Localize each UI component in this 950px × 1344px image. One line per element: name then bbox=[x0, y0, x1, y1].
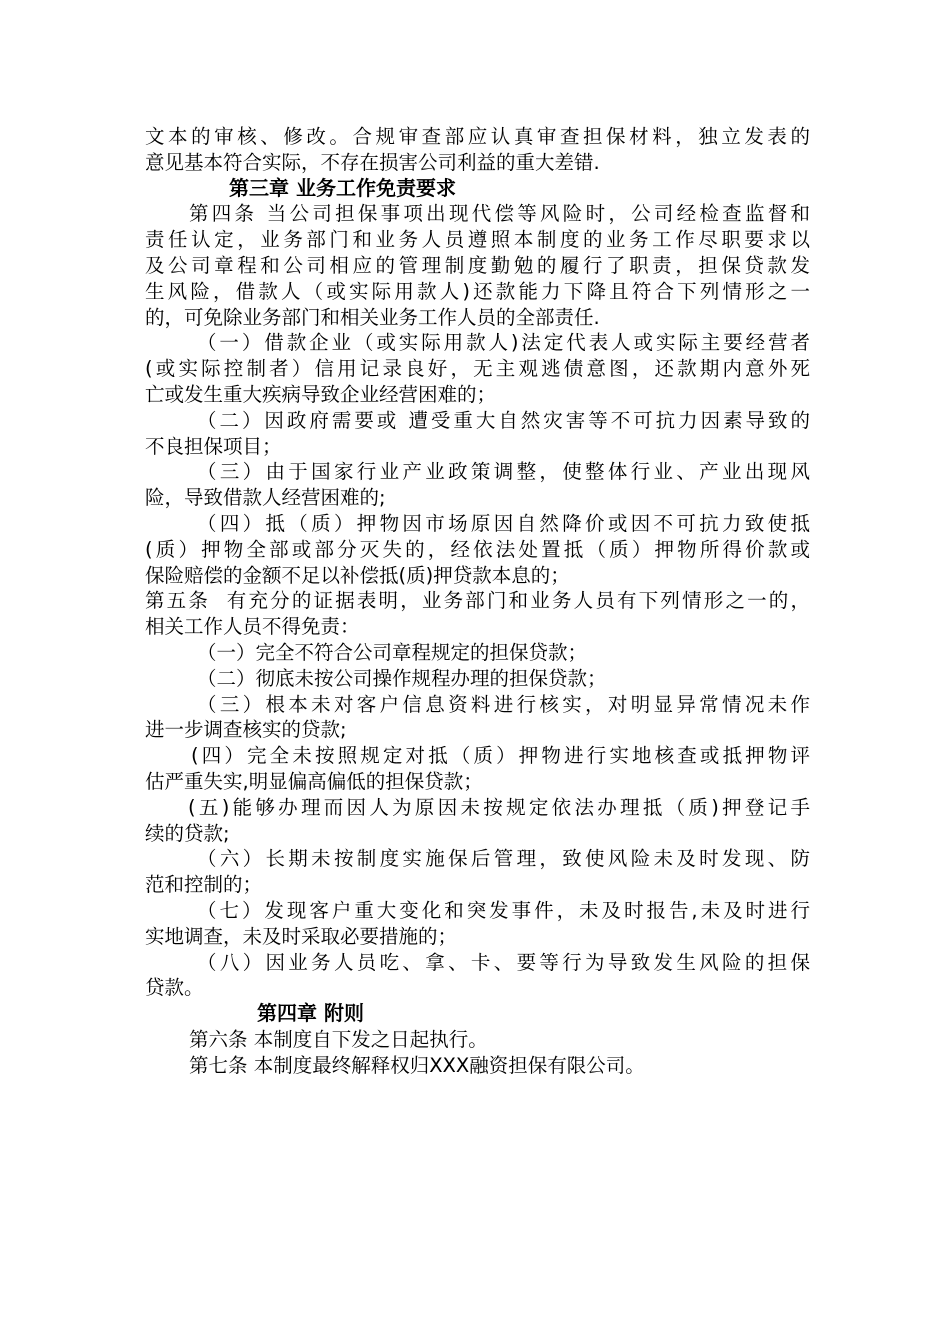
body-line: 相关工作人员不得免责： bbox=[145, 615, 360, 639]
list-item-line: (五)能够办理而因人为原因未按规定依法办理抵（质)押登记手 bbox=[188, 795, 810, 819]
list-item-line: （六）长期未按制度实施保后管理，致使风险未及时发现、防 bbox=[197, 847, 810, 871]
body-line: 的，可免除业务部门和相关业务工作人员的全部责任. bbox=[145, 305, 600, 329]
article-6-line: 第六条 本制度自下发之日起执行。 bbox=[189, 1027, 488, 1051]
list-item-line: （七）发现客户重大变化和突发事件，未及时报告,未及时进行 bbox=[197, 898, 810, 922]
body-line: 险，导致借款人经营困难的; bbox=[145, 486, 386, 510]
list-item-line: （一）借款企业（或实际用款人)法定代表人或实际主要经营者 bbox=[197, 331, 810, 355]
list-item-line: （二）因政府需要或 遭受重大自然灾害等不可抗力因素导致的 bbox=[197, 408, 810, 432]
body-line: 贷款。 bbox=[145, 976, 204, 1000]
body-line: 文本的审核、修改。合规审查部应认真审查担保材料，独立发表的 bbox=[145, 125, 810, 148]
body-line: 生风险，借款人（或实际用款人)还款能力下降且符合下列情形之一 bbox=[145, 279, 810, 303]
body-line: 续的贷款; bbox=[145, 821, 230, 845]
list-item-line: （二）彻底未按公司操作规程办理的担保贷款； bbox=[197, 666, 607, 690]
article-7-line: 第七条 本制度最终解释权归XXX融资担保有限公司。 bbox=[189, 1053, 645, 1077]
body-line: 实地调查，未及时采取必要措施的； bbox=[145, 924, 458, 948]
body-line: 范和控制的； bbox=[145, 873, 263, 897]
body-line: 进一步调查核实的贷款; bbox=[145, 718, 347, 742]
body-line: (质）押物全部或部分灭失的，经依法处置抵（质）押物所得价款或 bbox=[145, 537, 810, 561]
list-item-line: （三）根本未对客户信息资料进行核实，对明显异常情况未作 bbox=[197, 692, 810, 716]
body-line: 及公司章程和公司相应的管理制度勤勉的履行了职责，担保贷款发 bbox=[145, 253, 810, 277]
body-line: 意见基本符合实际，不存在损害公司利益的重大差错. bbox=[145, 150, 600, 174]
body-line: 估严重失实,明显偏高偏低的担保贷款； bbox=[145, 769, 483, 793]
chapter-4-heading: 第四章 附则 bbox=[257, 1001, 364, 1026]
body-line: 保险赔偿的金额不足以补偿抵(质)押贷款本息的； bbox=[145, 563, 570, 587]
body-line: 责任认定，业务部门和业务人员遵照本制度的业务工作尽职要求以 bbox=[145, 228, 810, 252]
body-line: 亡或发生重大疾病导致企业经营困难的； bbox=[145, 382, 497, 406]
chapter-3-heading: 第三章 业务工作免责要求 bbox=[229, 175, 456, 200]
article-5-line: 第五条 有充分的证据表明，业务部门和业务人员有下列情形之一的， bbox=[145, 589, 810, 613]
list-item-line: （八）因业务人员吃、拿、卡、要等行为导致发生风险的担保 bbox=[197, 950, 810, 974]
list-item-line: （三）由于国家行业产业政策调整，使整体行业、产业出现风 bbox=[197, 460, 810, 484]
list-item-line: （四）抵（质）押物因市场原因自然降价或因不可抗力致使抵 bbox=[197, 511, 810, 535]
body-line: (或实际控制者）信用记录良好，无主观逃债意图，还款期内意外死 bbox=[145, 357, 810, 381]
body-line: 不良担保项目； bbox=[145, 434, 282, 458]
article-4-line: 第四条 当公司担保事项出现代偿等风险时，公司经检查监督和 bbox=[189, 202, 810, 226]
list-item-line: （一）完全不符合公司章程规定的担保贷款； bbox=[197, 640, 588, 664]
list-item-line: (四）完全未按照规定对抵（质）押物进行实地核查或抵押物评 bbox=[191, 744, 810, 768]
document-body bbox=[145, 124, 810, 1078]
